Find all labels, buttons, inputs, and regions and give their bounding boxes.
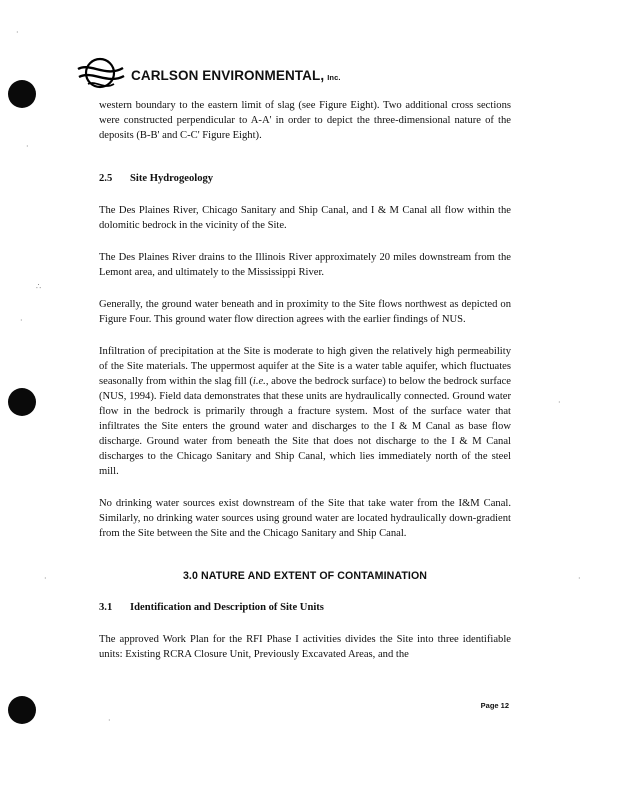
scan-speck: · bbox=[558, 398, 561, 407]
para4-ie: i.e. bbox=[252, 376, 266, 387]
scan-speck: · bbox=[16, 28, 19, 37]
scan-speck: · bbox=[26, 142, 29, 151]
company-title: CARLSON ENVIRONMENTAL, bbox=[131, 68, 325, 83]
hydro-paragraph-3: Generally, the ground water beneath and in proximity to the Site flows northwest as depicted on Figure Four. This ground water flow direction agrees with the earlier findings of NUS. bbox=[99, 299, 511, 325]
section-title: Site Hydrogeology bbox=[130, 173, 214, 184]
section-number: 3.1 bbox=[99, 602, 113, 613]
scan-speck: ∴ bbox=[36, 282, 42, 291]
hydro-paragraph-4 bbox=[99, 344, 511, 479]
binder-hole-top bbox=[8, 80, 36, 108]
binder-hole-bottom bbox=[8, 696, 36, 724]
para4-text-a: Infiltration of precipitation at the Site is moderate to high given the relatively high permeability of the Site materials. The uppermost aquifer at the Site is a water table aquifer, which fluctuates seasonally from within the slag fill ( bbox=[99, 346, 511, 387]
scan-speck: · bbox=[108, 716, 111, 725]
section-title: Identification and Description of Site Units bbox=[130, 602, 324, 613]
hydro-paragraph-5: No drinking water sources exist downstream of the Site that take water from the I&M Canal. Similarly, no drinking water sources using ground water are located hydraulically down-gradient from the Site between the Site and the Chicago Sanitary and Ship Canal. bbox=[99, 498, 511, 539]
document-body bbox=[99, 98, 511, 662]
intro-paragraph: western boundary to the eastern limit of slag (see Figure Eight). Two additional cross sections were constructed perpendicular to A-A' in order to depict the three-dimensional nature of the deposits (B-B' and C-C' Figure Eight). bbox=[99, 100, 511, 141]
binder-hole-middle bbox=[8, 388, 36, 416]
scan-speck: · bbox=[20, 316, 23, 325]
units-paragraph-1: The approved Work Plan for the RFI Phase I activities divides the Site into three identifiable units: Existing RCRA Closure Unit, Previously Excavated Areas, and the bbox=[99, 634, 511, 660]
hydro-paragraph-2: The Des Plaines River drains to the Illinois River approximately 20 miles downstream from the Lemont area, and ultimately to the Mississippi River. bbox=[99, 252, 511, 278]
globe-logo-icon bbox=[76, 54, 126, 92]
scan-speck: · bbox=[44, 574, 47, 583]
scan-speck: · bbox=[578, 574, 581, 583]
page-number: Page 12 bbox=[480, 701, 509, 710]
section-3-0-heading: 3.0 NATURE AND EXTENT OF CONTAMINATION bbox=[182, 570, 428, 582]
section-2-5-heading bbox=[99, 171, 511, 186]
hydro-paragraph-1: The Des Plaines River, Chicago Sanitary and Ship Canal, and I & M Canal all flow within the dolomitic bedrock in the vicinity of the Site. bbox=[99, 205, 511, 231]
section-number: 2.5 bbox=[99, 173, 113, 184]
company-suffix: Inc. bbox=[327, 73, 341, 82]
section-3-1-heading bbox=[99, 600, 511, 615]
company-name bbox=[131, 68, 341, 83]
para4-text-b: , above the bedrock surface) to below the bedrock surface (NUS, 1994). Field data demonstrates that these units are hydraulically connected. Ground water flow in the bedrock is primarily through a fracture system. Most of the surface water that infiltrates the Site enters the ground water and discharges to the I & M Canal as base flow discharge. Ground water from beneath the Site that does not discharge to the I & M Canal discharges to the Chicago Sanitary and Ship Canal, which lies immediately north of the steel mill. bbox=[99, 376, 511, 477]
